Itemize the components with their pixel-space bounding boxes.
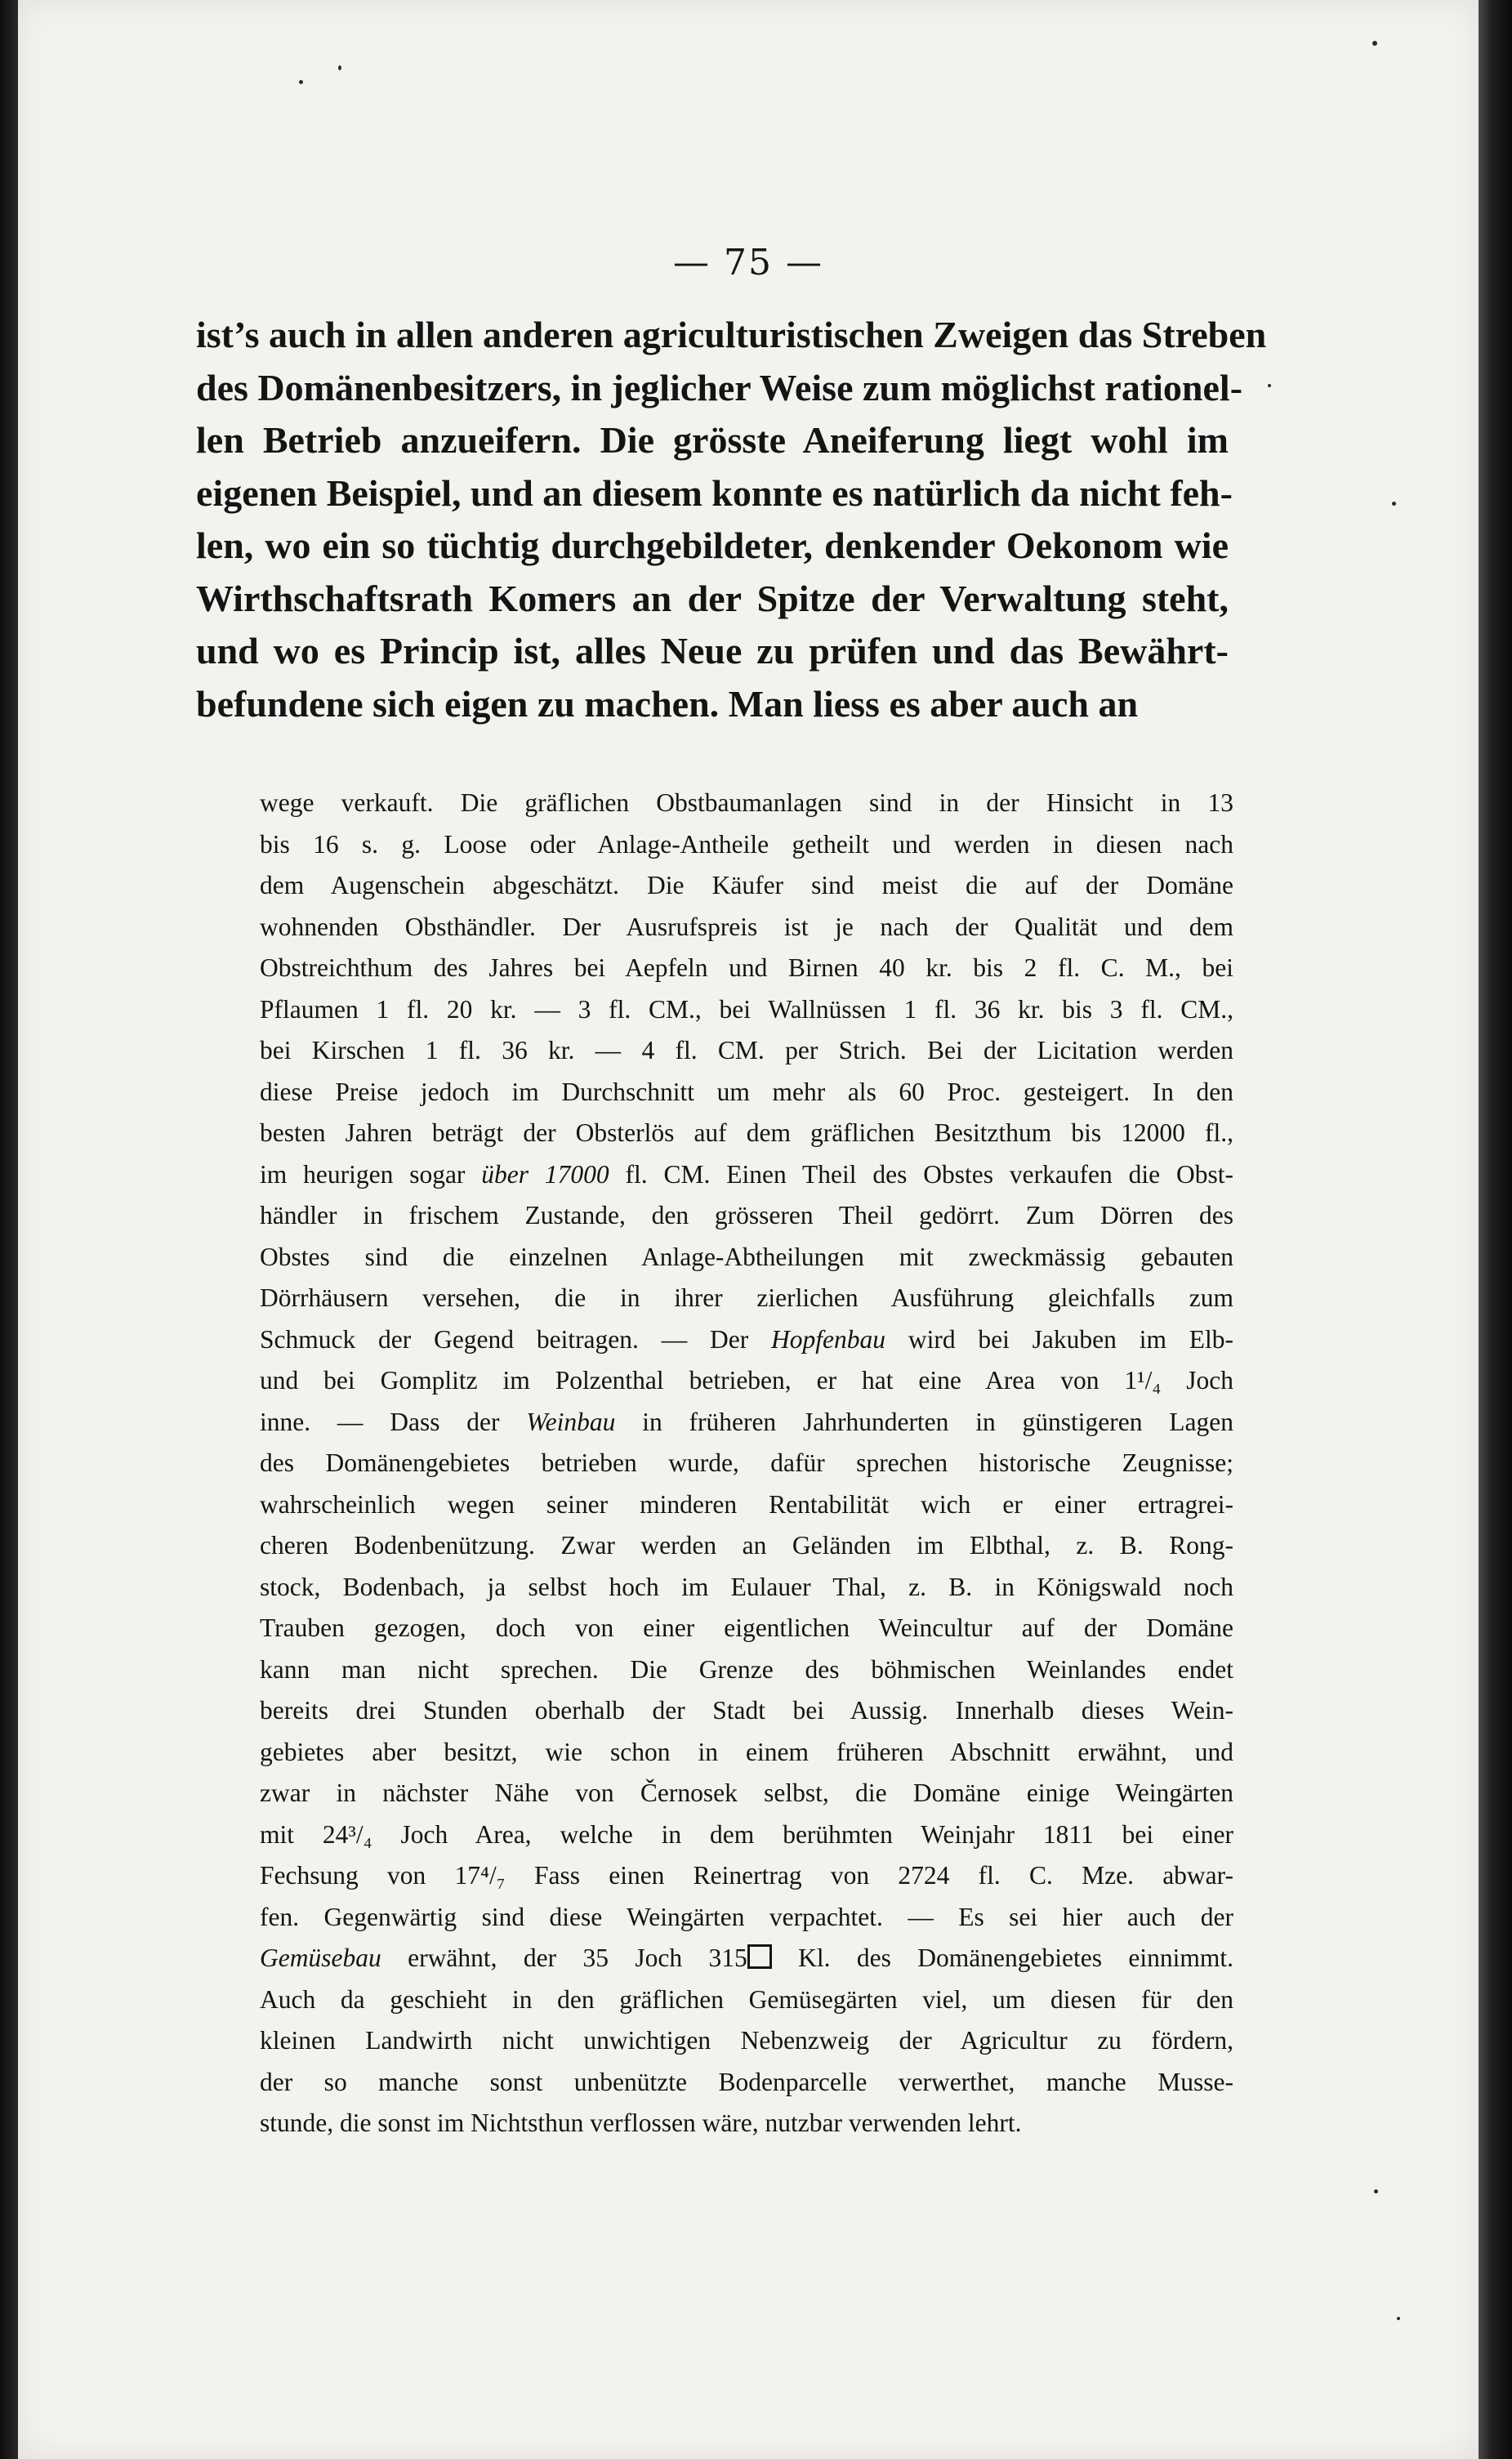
scan-speck (1397, 2317, 1400, 2320)
text-fragment: fl. CM. Einen Theil des Obstes verkaufen die Obst- (609, 1159, 1233, 1189)
text-fragment: Kl. des Domänengebietes einnimmt. (771, 1944, 1233, 1972)
text-line: kann man nicht sprechen. Die Grenze des böhmischen Weinlandes endet (260, 1654, 1233, 1684)
text-line: wohnenden Obsthändler. Der Ausrufspreis ist je nach der Qualität und dem (260, 912, 1233, 941)
text-fragment: in früheren Jahrhunderten in günstigeren Lagen (615, 1407, 1233, 1436)
text-line: stock, Bodenbach, ja selbst hoch im Eulauer Thal, z. B. in Königswald noch (260, 1572, 1233, 1601)
text-line: Wirthschaftsrath Komers an der Spitze der Verwaltung steht, (196, 577, 1229, 619)
text-line: dem Augenschein abgeschätzt. Die Käufer sind meist die auf der Domäne (260, 871, 1233, 899)
text-line: bis 16 s. g. Loose oder Anlage-Antheile getheilt und werden in diesen nach (260, 829, 1233, 859)
text-fragment: Schmuck der Gegend beitragen. — Der (260, 1324, 772, 1354)
text-fragment: wird bei Jakuben im Elb- (885, 1324, 1233, 1354)
text-line: und wo es Princip ist, alles Neue zu prüfen und das Bewährt- (196, 630, 1229, 672)
text-line: Dörrhäusern versehen, die in ihrer zierlichen Ausführung gleichfalls zum (260, 1283, 1233, 1312)
text-line: Obstes sind die einzelnen Anlage-Abtheilungen mit zweckmässig gebauten (260, 1242, 1233, 1271)
scan-speck (1268, 384, 1271, 387)
italic-term: Gemüsebau (260, 1944, 381, 1972)
text-line: cheren Bodenbenützung. Zwar werden an Geländen im Elbthal, z. B. Rong- (260, 1531, 1233, 1560)
italic-term: Weinbau (526, 1407, 616, 1436)
text-line: wege verkauft. Die gräflichen Obstbaumanlagen sind in der Hinsicht in 13 (260, 788, 1233, 817)
text-line: bei Kirschen 1 fl. 36 kr. — 4 fl. CM. per Strich. Bei der Licitation werden (260, 1036, 1233, 1064)
text-line: besten Jahren beträgt der Obsterlös auf dem gräflichen Besitzthum bis 12000 fl., (260, 1118, 1233, 1147)
scan-right-edge (1479, 0, 1512, 2459)
text-line: ist’s auch in allen anderen agriculturistischen Zweigen das Streben (196, 314, 1267, 355)
text-line: stunde, die sonst im Nichtsthun verflossen wäre, nutzbar verwenden lehrt. (260, 2109, 1022, 2137)
scan-left-edge (0, 0, 18, 2459)
text-line (260, 1938, 1233, 1979)
text-fragment: im heurigen sogar (260, 1159, 482, 1189)
text-line: Fechsung von 17⁴/₇ Fass einen Reinertrag von 2724 fl. C. Mze. abwar- (260, 1861, 1233, 1890)
text-line: kleinen Landwirth nicht unwichtigen Nebenzweig der Agricultur zu fördern, (260, 2026, 1233, 2055)
text-line: fen. Gegenwärtig sind diese Weingärten verpachtet. — Es sei hier auch der (260, 1902, 1233, 1931)
text-line: bereits drei Stunden oberhalb der Stadt bei Aussig. Innerhalb dieses Wein- (260, 1696, 1233, 1725)
footnote (260, 783, 1233, 2144)
text-line: diese Preise jedoch im Durchschnitt um mehr als 60 Proc. gesteigert. In den (260, 1077, 1233, 1106)
scan-speck (338, 65, 341, 70)
text-line: zwar in nächster Nähe von Černosek selbst, die Domäne einige Weingärten (260, 1778, 1233, 1807)
text-line: befundene sich eigen zu machen. Man liess es aber auch an (196, 682, 1139, 725)
main-text (196, 309, 1267, 730)
text-line: Pflaumen 1 fl. 20 kr. — 3 fl. CM., bei Wallnüssen 1 fl. 36 kr. bis 3 fl. CM., (260, 994, 1233, 1024)
book-page (18, 0, 1479, 2459)
text-line: wahrscheinlich wegen seiner minderen Rentabilität wich er einer ertragrei- (260, 1489, 1233, 1519)
text-line: und bei Gomplitz im Polzenthal betrieben, er hat eine Area von 1¹/₄ Joch (260, 1366, 1233, 1395)
footnote-paragraph (260, 783, 1233, 2144)
text-line (260, 1154, 1233, 1196)
text-fragment: erwähnt, der 35 Joch 315 (381, 1944, 747, 1972)
text-line: len Betrieb anzueifern. Die grösste Aneiferung liegt wohl im (196, 419, 1229, 461)
text-line: gebietes aber besitzt, wie schon in einem früheren Abschnitt erwähnt, und (260, 1737, 1233, 1766)
italic-term: über 17000 (481, 1159, 609, 1189)
scan-speck (1392, 502, 1396, 506)
italic-term: Hopfenbau (771, 1324, 886, 1354)
text-line: des Domänengebietes betrieben wurde, dafür sprechen historische Zeugnisse; (260, 1448, 1233, 1477)
text-line: Trauben gezogen, doch von einer eigentlichen Weincultur auf der Domäne (260, 1613, 1233, 1642)
text-line: des Domänenbesitzers, in jeglicher Weise zum möglichst rationel- (196, 366, 1243, 408)
main-paragraph (196, 309, 1267, 730)
text-line: Auch da geschieht in den gräflichen Gemüsegärten viel, um diesen für den (260, 1984, 1233, 2014)
square-klafter-symbol-icon (747, 1944, 772, 1969)
text-line: händler in frischem Zustande, den grösseren Theil gedörrt. Zum Dörren des (260, 1201, 1233, 1230)
text-fragment: inne. — Dass der (260, 1407, 527, 1436)
text-line (260, 1319, 1233, 1361)
scan-speck (1374, 2189, 1378, 2193)
text-line: eigenen Beispiel, und an diesem konnte es natürlich da nicht feh- (196, 471, 1233, 514)
text-line: Obstreichthum des Jahres bei Aepfeln und Birnen 40 kr. bis 2 fl. C. M., bei (260, 953, 1233, 982)
text-line (260, 1402, 1233, 1444)
text-line: der so manche sonst unbenützte Bodenparcelle verwerthet, manche Musse- (260, 2067, 1233, 2096)
text-line: mit 24³/₄ Joch Area, welche in dem berühmten Weinjahr 1811 bei einer (260, 1819, 1233, 1849)
page-number: — 75 — (673, 242, 823, 283)
scan-speck (299, 80, 303, 84)
scan-speck (1372, 41, 1377, 46)
text-line: len, wo ein so tüchtig durchgebildeter, denkender Oekonom wie (196, 524, 1229, 566)
